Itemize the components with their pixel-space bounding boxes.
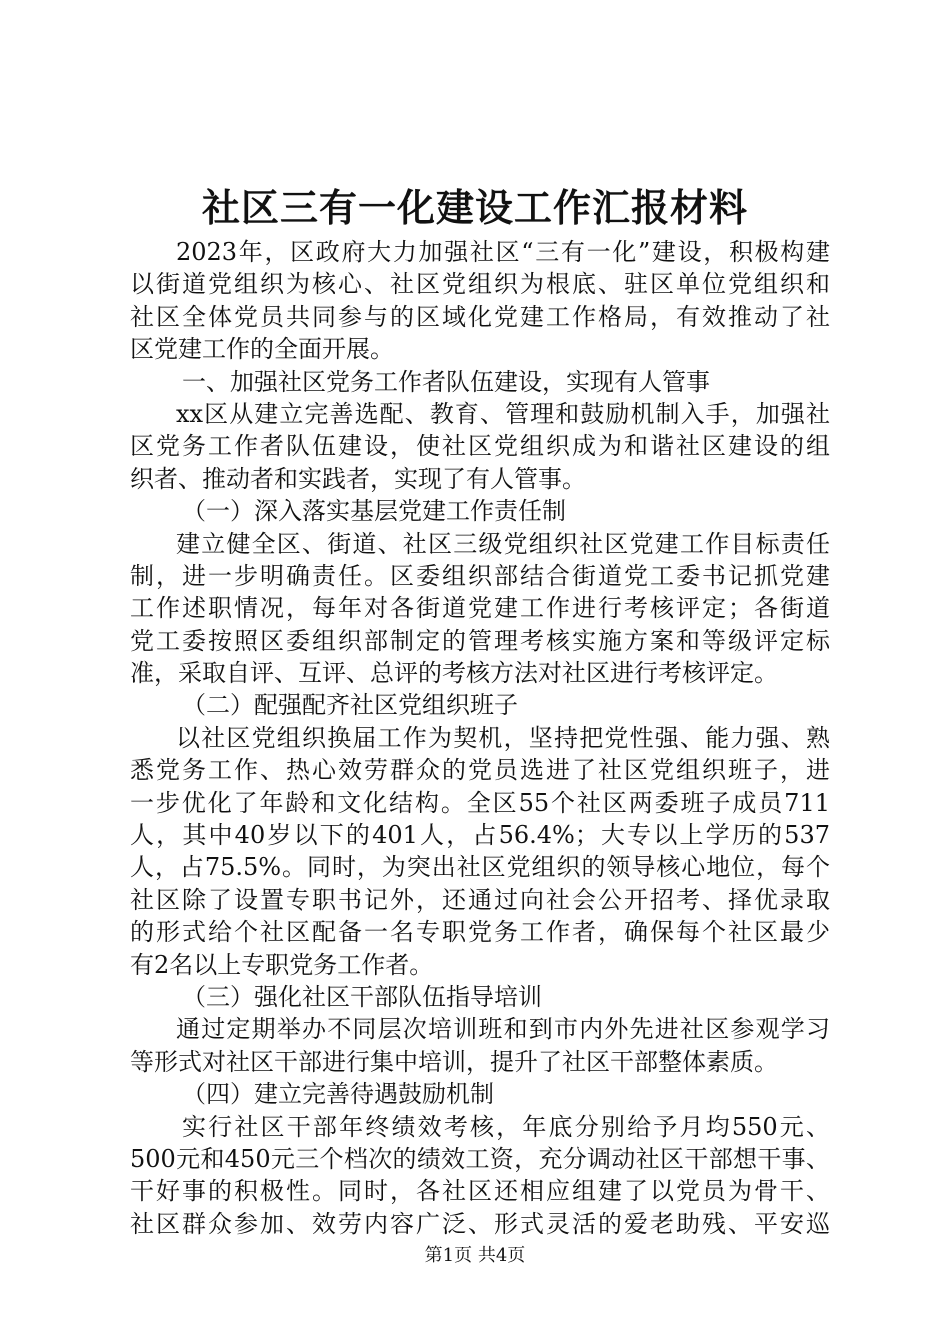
text-line: 社区全体党员共同参与的区域化党建工作格局，有效推动了社 <box>130 302 830 331</box>
text-line: 建立健全区、街道、社区三级党组织社区党建工作目标责任 <box>176 529 830 558</box>
text-line: 等形式对社区干部进行集中培训，提升了社区干部整体素质。 <box>130 1047 778 1076</box>
text-line: 实行社区干部年终绩效考核，年底分别给予月均550元、 <box>182 1112 830 1141</box>
subsection-heading: （三）强化社区干部队伍指导培训 <box>182 982 542 1011</box>
page-number-footer: 第1页 共4页 <box>424 1245 526 1266</box>
section-heading: 一、加强社区党务工作者队伍建设，实现有人管事 <box>182 367 710 396</box>
text-line: 以街道党组织为核心、社区党组织为根底、驻区单位党组织和 <box>130 270 830 299</box>
subsection-heading: （二）配强配齐社区党组织班子 <box>182 691 518 720</box>
text-line: 的形式给个社区配备一名专职党务工作者，确保每个社区最少 <box>130 918 830 947</box>
text-line: 人，其中40岁以下的401人，占56.4%；大专以上学历的537 <box>130 821 830 850</box>
text-line: 准，采取自评、互评、总评的考核方法对社区进行考核评定。 <box>130 659 778 688</box>
text-line: 社区群众参加、效劳内容广泛、形式灵活的爱老助残、平安巡 <box>130 1209 830 1238</box>
subsection-heading: （四）建立完善待遇鼓励机制 <box>182 1080 494 1109</box>
text-line: 制，进一步明确责任。区委组织部结合街道党工委书记抓党建 <box>130 561 830 590</box>
subsection-heading: （一）深入落实基层党建工作责任制 <box>182 497 566 526</box>
text-line: xx区从建立完善选配、教育、管理和鼓励机制入手，加强社 <box>176 399 830 428</box>
text-line: 悉党务工作、热心效劳群众的党员选进了社区党组织班子，进 <box>130 756 830 785</box>
text-line: 社区除了设置专职书记外，还通过向社会公开招考、择优录取 <box>130 885 830 914</box>
text-line: 2023年，区政府大力加强社区“三有一化”建设，积极构建 <box>176 238 830 266</box>
text-line: 500元和450元三个档次的绩效工资，充分调动社区干部想干事、 <box>130 1144 830 1173</box>
text-line: 通过定期举办不同层次培训班和到市内外先进社区参观学习 <box>176 1015 830 1044</box>
document-title: 社区三有一化建设工作汇报材料 <box>201 186 748 230</box>
text-line: 人，占75.5%。同时，为突出社区党组织的领导核心地位，每个 <box>130 853 830 882</box>
text-line: 织者、推动者和实践者，实现了有人管事。 <box>130 464 586 493</box>
text-line: 区党务工作者队伍建设，使社区党组织成为和谐社区建设的组 <box>130 432 830 461</box>
document-body <box>130 236 830 1240</box>
text-line: 干好事的积极性。同时，各社区还相应组建了以党员为骨干、 <box>130 1177 830 1206</box>
text-line: 一步优化了年龄和文化结构。全区55个社区两委班子成员711 <box>130 788 830 817</box>
text-line: 区党建工作的全面开展。 <box>130 335 394 364</box>
text-line: 工作述职情况，每年对各街道党建工作进行考核评定；各街道 <box>130 594 830 623</box>
text-line: 以社区党组织换届工作为契机，坚持把党性强、能力强、熟 <box>176 723 830 752</box>
text-line: 有2名以上专职党务工作者。 <box>130 950 434 979</box>
text-line: 党工委按照区委组织部制定的管理考核实施方案和等级评定标 <box>130 626 830 655</box>
